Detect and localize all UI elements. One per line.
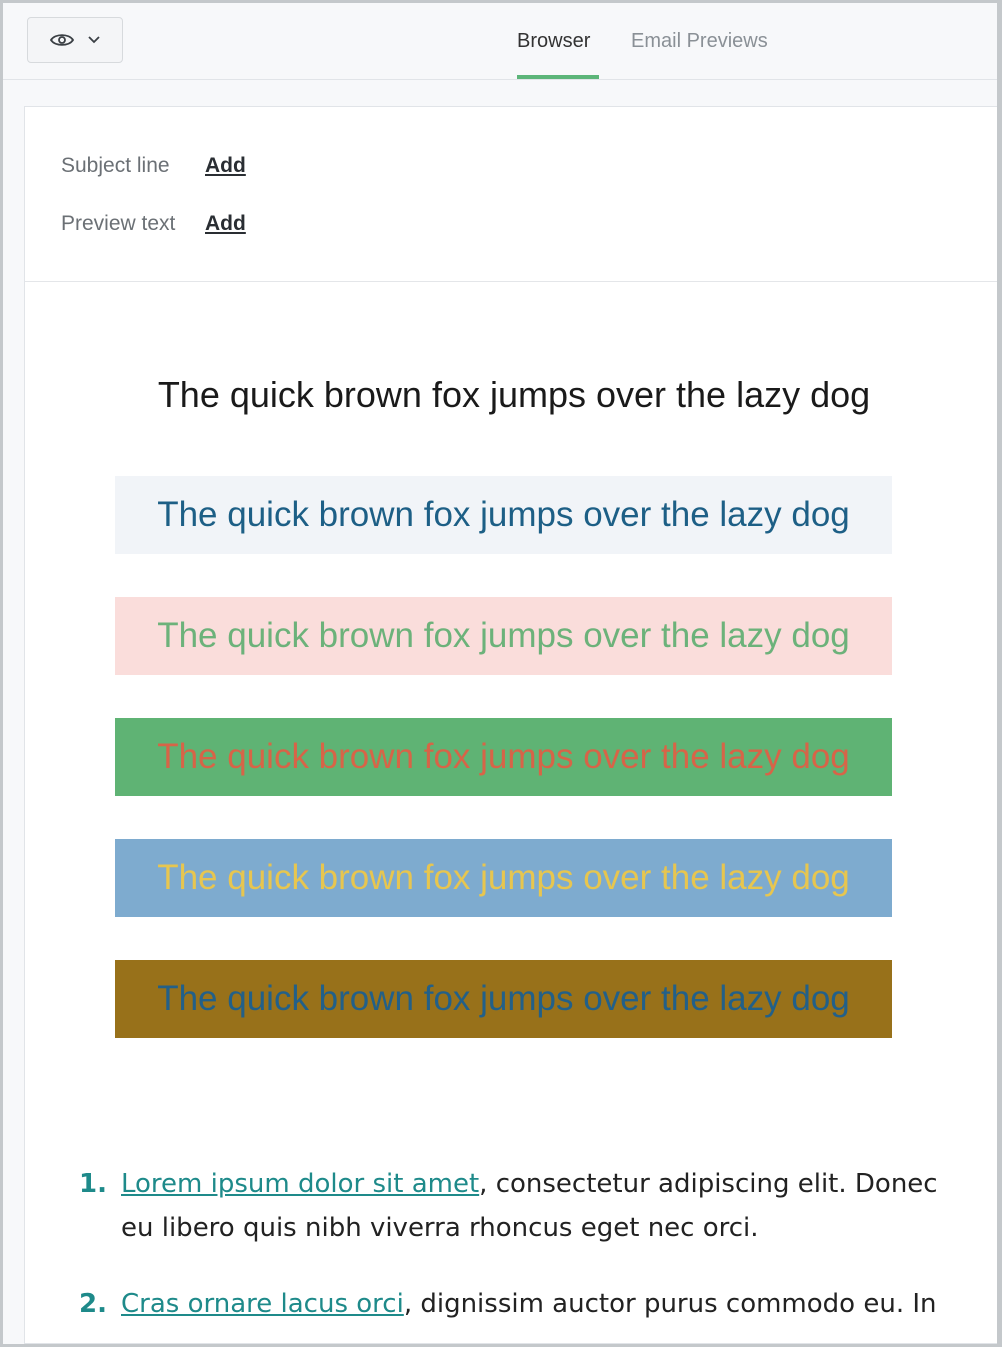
add-subject-line-link[interactable]: Add bbox=[205, 154, 246, 177]
eye-icon bbox=[50, 32, 74, 48]
preview-text-label: Preview text bbox=[61, 212, 176, 235]
subject-line-label: Subject line bbox=[61, 154, 170, 177]
chevron-down-icon bbox=[88, 36, 100, 44]
list-link[interactable]: Lorem ipsum dolor sit amet bbox=[121, 1169, 480, 1199]
tab-browser[interactable]: Browser bbox=[517, 30, 591, 52]
list-number: 2. bbox=[79, 1289, 107, 1319]
view-mode-button[interactable] bbox=[27, 17, 123, 63]
list-item bbox=[79, 1282, 939, 1326]
top-bar bbox=[3, 3, 997, 80]
color-swatch: The quick brown fox jumps over the lazy dog bbox=[115, 718, 892, 796]
list-number: 1. bbox=[79, 1169, 107, 1199]
active-tab-indicator bbox=[517, 75, 599, 79]
add-preview-text-link[interactable]: Add bbox=[205, 212, 246, 235]
preview-text-row bbox=[61, 211, 246, 237]
preview-panel bbox=[24, 106, 997, 1344]
list-text: , dignissim auctor purus commodo eu. In bbox=[403, 1289, 937, 1319]
list-link[interactable]: Cras ornare lacus orci bbox=[121, 1289, 404, 1319]
subject-line-row bbox=[61, 153, 246, 179]
color-swatch: The quick brown fox jumps over the lazy dog bbox=[115, 476, 892, 554]
tab-email-previews[interactable]: Email Previews bbox=[631, 30, 768, 52]
headline-text: The quick brown fox jumps over the lazy dog bbox=[157, 374, 871, 415]
color-swatch: The quick brown fox jumps over the lazy dog bbox=[115, 597, 892, 675]
ordered-list bbox=[79, 1162, 939, 1344]
color-swatch: The quick brown fox jumps over the lazy dog bbox=[115, 839, 892, 917]
list-item bbox=[79, 1162, 939, 1250]
color-swatch: The quick brown fox jumps over the lazy dog bbox=[115, 960, 892, 1038]
divider bbox=[25, 281, 997, 282]
app-frame bbox=[3, 3, 997, 1344]
list-text: , consectetur adipiscing elit. Donec eu libero quis nibh viverra rhoncus eget nec orci. bbox=[121, 1169, 938, 1243]
